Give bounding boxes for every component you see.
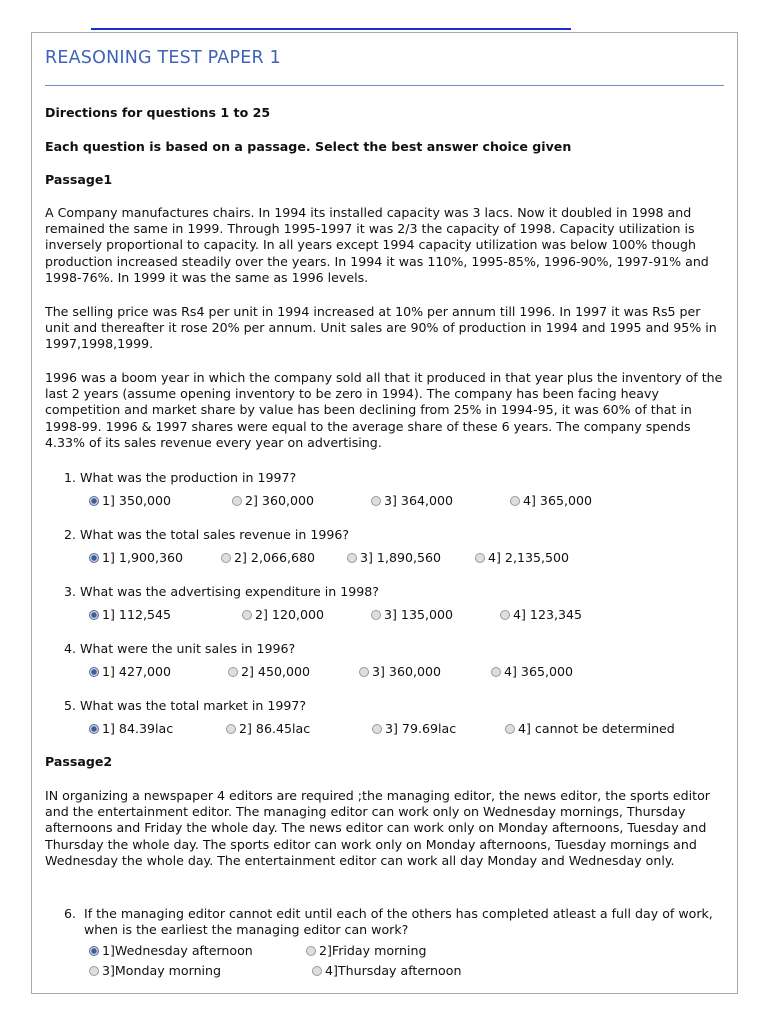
question-text: What were the unit sales in 1996? (80, 641, 296, 656)
radio-icon[interactable] (491, 667, 501, 677)
option-label: 3] 1,890,560 (360, 550, 442, 565)
option-q2-4[interactable] (475, 550, 569, 566)
radio-selected-icon[interactable] (89, 724, 99, 734)
option-q1-2[interactable] (232, 493, 314, 509)
radio-icon[interactable] (500, 610, 510, 620)
option-label: 1]Wednesday afternoon (102, 943, 253, 958)
question-number: 5. (64, 698, 77, 713)
directions-heading: Directions for questions 1 to 25 (45, 105, 271, 120)
radio-icon[interactable] (226, 724, 236, 734)
option-q3-3[interactable] (371, 607, 453, 623)
option-q4-1[interactable] (89, 664, 171, 680)
radio-icon[interactable] (347, 553, 357, 563)
top-accent-line (91, 28, 571, 30)
option-label: 2] 120,000 (255, 607, 325, 622)
radio-selected-icon[interactable] (89, 946, 99, 956)
option-q1-1[interactable] (89, 493, 171, 509)
option-label: 4] 365,000 (523, 493, 593, 508)
radio-selected-icon[interactable] (89, 667, 99, 677)
radio-icon[interactable] (221, 553, 231, 563)
option-label: 2] 360,000 (245, 493, 315, 508)
option-label: 3] 79.69lac (385, 721, 457, 736)
question-number: 6. (64, 906, 77, 921)
option-q4-2[interactable] (228, 664, 310, 680)
option-label: 3]Monday morning (102, 963, 222, 978)
option-q1-4[interactable] (510, 493, 592, 509)
question-1 (64, 470, 724, 486)
option-label: 2] 450,000 (241, 664, 311, 679)
option-label: 1] 112,545 (102, 607, 172, 622)
radio-selected-icon[interactable] (89, 610, 99, 620)
option-q3-4[interactable] (500, 607, 582, 623)
option-q1-3[interactable] (371, 493, 453, 509)
option-q2-1[interactable] (89, 550, 183, 566)
radio-icon[interactable] (232, 496, 242, 506)
question-text: What was the advertising expenditure in 1998? (80, 584, 379, 599)
passage2-paragraph-1: IN organizing a newspaper 4 editors are required ;the managing editor, the news editor, the sports editor and the entertainment editor. The managing editor can work only on Wednesday mornings, Thursday afternoons and Friday the whole day. The news editor can work only on Monday afternoons, Tuesday and Thursday the whole day. The sports editor can work only on Monday afternoons, Tuesday mornings and Wednesday the whole day. The entertainment editor can work all day Monday and Wednesday only. (45, 788, 710, 868)
question-6 (64, 906, 724, 938)
option-label: 3] 360,000 (372, 664, 442, 679)
radio-icon[interactable] (475, 553, 485, 563)
passage1-paragraph-3: 1996 was a boom year in which the company sold all that it produced in that year plus the inventory of the last 2 years (assume opening inventory to be zero in 1994). The company has been facing heavy competition and market share by value has been declining from 25% in 1994-95, it was 60% of that in 1998-99. 1996 & 1997 shares were equal to the average share of these 6 years. The company spends 4.33% of its sales revenue every year on advertising. (45, 370, 723, 450)
radio-icon[interactable] (312, 966, 322, 976)
option-q6-3[interactable] (89, 963, 221, 979)
option-q5-1[interactable] (89, 721, 173, 737)
option-q2-2[interactable] (221, 550, 315, 566)
radio-icon[interactable] (371, 496, 381, 506)
question-number: 4. (64, 641, 77, 656)
radio-selected-icon[interactable] (89, 553, 99, 563)
radio-icon[interactable] (242, 610, 252, 620)
radio-icon[interactable] (372, 724, 382, 734)
passage2-heading: Passage2 (45, 754, 113, 769)
title-divider (45, 85, 724, 86)
option-label: 4] 365,000 (504, 664, 574, 679)
page-title: REASONING TEST PAPER 1 (45, 48, 281, 68)
option-q5-3[interactable] (372, 721, 456, 737)
option-label: 4] 2,135,500 (488, 550, 570, 565)
question-number: 1. (64, 470, 77, 485)
question-3 (64, 584, 724, 600)
radio-icon[interactable] (505, 724, 515, 734)
option-label: 4] 123,345 (513, 607, 583, 622)
passage1-paragraph-1: A Company manufactures chairs. In 1994 its installed capacity was 3 lacs. Now it doubled in 1998 and remained the same in 1999. Through 1995-1997 it was 2/3 the capacity of 1998. Capacity utilization is inversely proportional to capacity. In all years except 1994 capacity utilization was below 100% though production increased steadily over the years. In 1994 it was 110%, 1995-85%, 1996-90%, 1997-91% and 1998-76%. In 1999 it was the same as 1996 levels. (45, 205, 709, 285)
option-label: 1] 84.39lac (102, 721, 174, 736)
question-text: What was the production in 1997? (80, 470, 297, 485)
question-number: 2. (64, 527, 77, 542)
question-2 (64, 527, 724, 543)
option-q3-2[interactable] (242, 607, 324, 623)
option-label: 4]Thursday afternoon (325, 963, 462, 978)
passage1-paragraph-2: The selling price was Rs4 per unit in 1994 increased at 10% per annum till 1996. In 1997 it was Rs5 per unit and thereafter it rose 20% per annum. Unit sales are 90% of production in 1994 and 1995 and 95% in 1997,1998,1999. (45, 304, 717, 352)
question-number: 3. (64, 584, 77, 599)
option-label: 3] 364,000 (384, 493, 454, 508)
option-label: 2]Friday morning (319, 943, 427, 958)
option-q6-1[interactable] (89, 943, 253, 959)
option-q3-1[interactable] (89, 607, 171, 623)
option-q2-3[interactable] (347, 550, 441, 566)
option-q5-4[interactable] (505, 721, 675, 737)
option-q6-2[interactable] (306, 943, 426, 959)
passage1-heading: Passage1 (45, 172, 113, 187)
radio-icon[interactable] (89, 966, 99, 976)
instruction-text: Each question is based on a passage. Select the best answer choice given (45, 139, 572, 154)
question-4 (64, 641, 724, 657)
radio-icon[interactable] (306, 946, 316, 956)
option-q6-4[interactable] (312, 963, 461, 979)
question-text: What was the total sales revenue in 1996? (80, 527, 350, 542)
option-q5-2[interactable] (226, 721, 310, 737)
option-label: 3] 135,000 (384, 607, 454, 622)
option-label: 2] 86.45lac (239, 721, 311, 736)
radio-selected-icon[interactable] (89, 496, 99, 506)
option-label: 4] cannot be determined (518, 721, 675, 736)
question-5 (64, 698, 724, 714)
radio-icon[interactable] (371, 610, 381, 620)
option-q4-3[interactable] (359, 664, 441, 680)
radio-icon[interactable] (228, 667, 238, 677)
option-label: 1] 350,000 (102, 493, 172, 508)
question-text: What was the total market in 1997? (80, 698, 307, 713)
question-text: If the managing editor cannot edit until each of the others has completed atleast a full day of work, when is the earliest the managing editor can work? (84, 906, 713, 938)
radio-icon[interactable] (359, 667, 369, 677)
option-label: 2] 2,066,680 (234, 550, 316, 565)
option-q4-4[interactable] (491, 664, 573, 680)
option-label: 1] 427,000 (102, 664, 172, 679)
radio-icon[interactable] (510, 496, 520, 506)
option-label: 1] 1,900,360 (102, 550, 184, 565)
